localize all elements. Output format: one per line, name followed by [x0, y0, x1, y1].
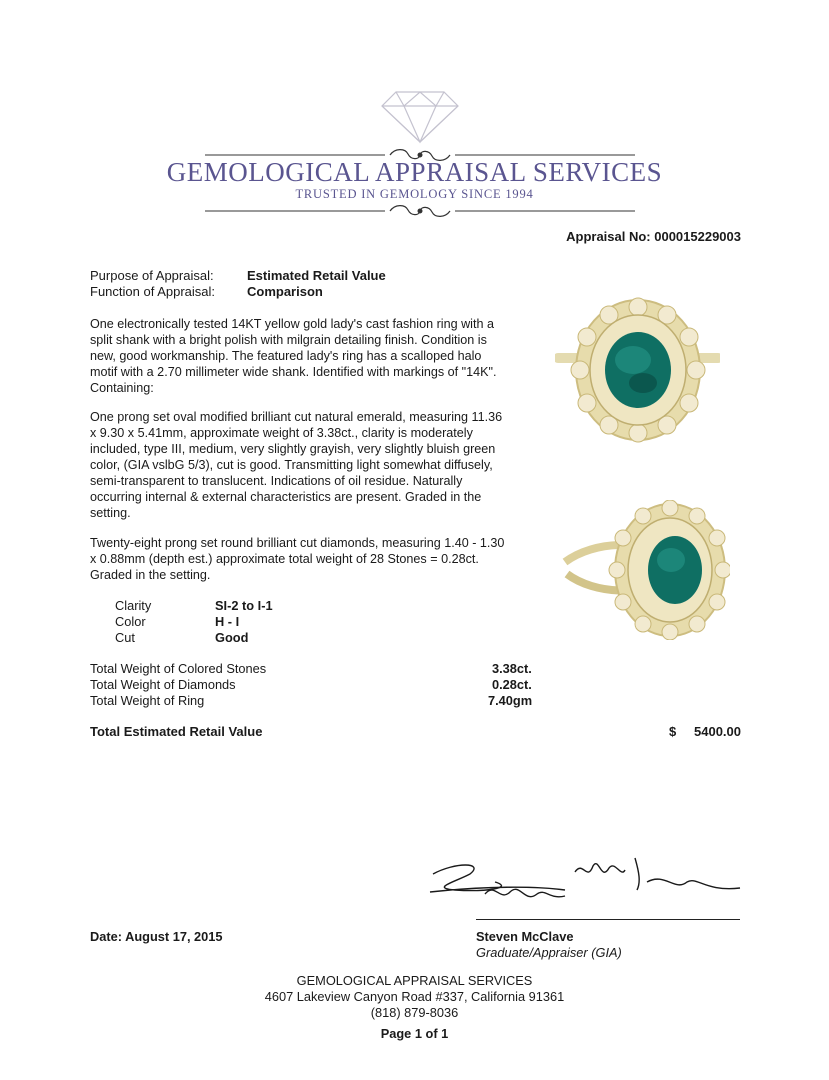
- grade-label: Color: [115, 614, 146, 629]
- grade-label: Clarity: [115, 598, 152, 613]
- total-currency: $: [669, 724, 677, 739]
- weight-label-colored-stones: Total Weight of Colored Stones: [90, 661, 267, 676]
- purpose-value: Estimated Retail Value: [247, 268, 386, 283]
- grade-value: Good: [215, 630, 249, 645]
- grade-row-cut: [115, 630, 248, 646]
- grade-row-color: [115, 614, 239, 630]
- grade-row-clarity: [115, 598, 273, 614]
- company-tagline: TRUSTED IN GEMOLOGY SINCE 1994: [295, 187, 534, 201]
- appraiser-name: Steven McClave: [476, 929, 574, 944]
- appraiser-signature: [425, 852, 745, 918]
- total-value: 5400.00: [694, 724, 741, 739]
- appraisal-number: Appraisal No: 000015229003: [566, 229, 741, 244]
- appraisal-date: Date: August 17, 2015: [90, 929, 223, 944]
- ornament-divider-icon: [205, 202, 635, 220]
- footer-company: GEMOLOGICAL APPRAISAL SERVICES: [296, 973, 533, 988]
- grade-label: Cut: [115, 630, 135, 645]
- weight-value-diamonds: 0.28ct.: [492, 677, 532, 692]
- grade-value: H - I: [215, 614, 240, 629]
- weight-value-colored-stones: 3.38ct.: [492, 661, 532, 676]
- weight-value-ring: 7.40gm: [488, 693, 533, 708]
- ring-photo-angle: [555, 500, 730, 640]
- function-label: Function of Appraisal:: [90, 284, 216, 299]
- page-number: Page 1 of 1: [380, 1026, 449, 1041]
- purpose-label: Purpose of Appraisal:: [90, 268, 214, 283]
- total-value-label: Total Estimated Retail Value: [90, 724, 263, 739]
- ring-description: One electronically tested 14KT yellow gold lady's cast fashion ring with a split shank with a bright polish with milgrain detailing finish. Condition is new, good workmanship. The featured lady's ring has a scalloped halo motif with a 2.70 millimeter wide shank. Identified with markings of "14K". Containing:: [90, 317, 497, 395]
- purpose-row: [90, 268, 386, 283]
- diamond-description: Twenty-eight prong set round brilliant cut diamonds, measuring 1.40 - 1.30 x 0.88mm (depth est.) approximate total weight of 28 Stones = 0.28ct. Graded in the setting.: [90, 536, 505, 582]
- footer-phone: (818) 879-8036: [370, 1005, 459, 1020]
- weight-label-ring: Total Weight of Ring: [90, 693, 205, 708]
- appraiser-title: Graduate/Appraiser (GIA): [476, 945, 622, 960]
- company-title: GEMOLOGICAL APPRAISAL SERVICES: [166, 157, 663, 187]
- weight-label-diamonds: Total Weight of Diamonds: [90, 677, 236, 692]
- function-row: [90, 284, 323, 299]
- signature-line: [476, 919, 740, 920]
- diamond-logo-icon: [380, 88, 460, 144]
- grade-value: SI-2 to I-1: [215, 598, 273, 613]
- footer-address: 4607 Lakeview Canyon Road #337, California 91361: [264, 989, 565, 1004]
- function-value: Comparison: [247, 284, 323, 299]
- emerald-description: One prong set oval modified brilliant cut natural emerald, measuring 11.36 x 9.30 x 5.41mm, approximate weight of 3.38ct., clarity is moderately included, type III, medium, very slightly grayish, very slightly bluish green color, (GIA vslbG 5/3), cut is good. Transmitting light somewhat diffusely, semi-transparent to translucent. Indications of oil residue. Naturally occurring internal & external characteristics are present. Graded in the setting.: [90, 410, 503, 520]
- ring-photo-top: [555, 295, 720, 445]
